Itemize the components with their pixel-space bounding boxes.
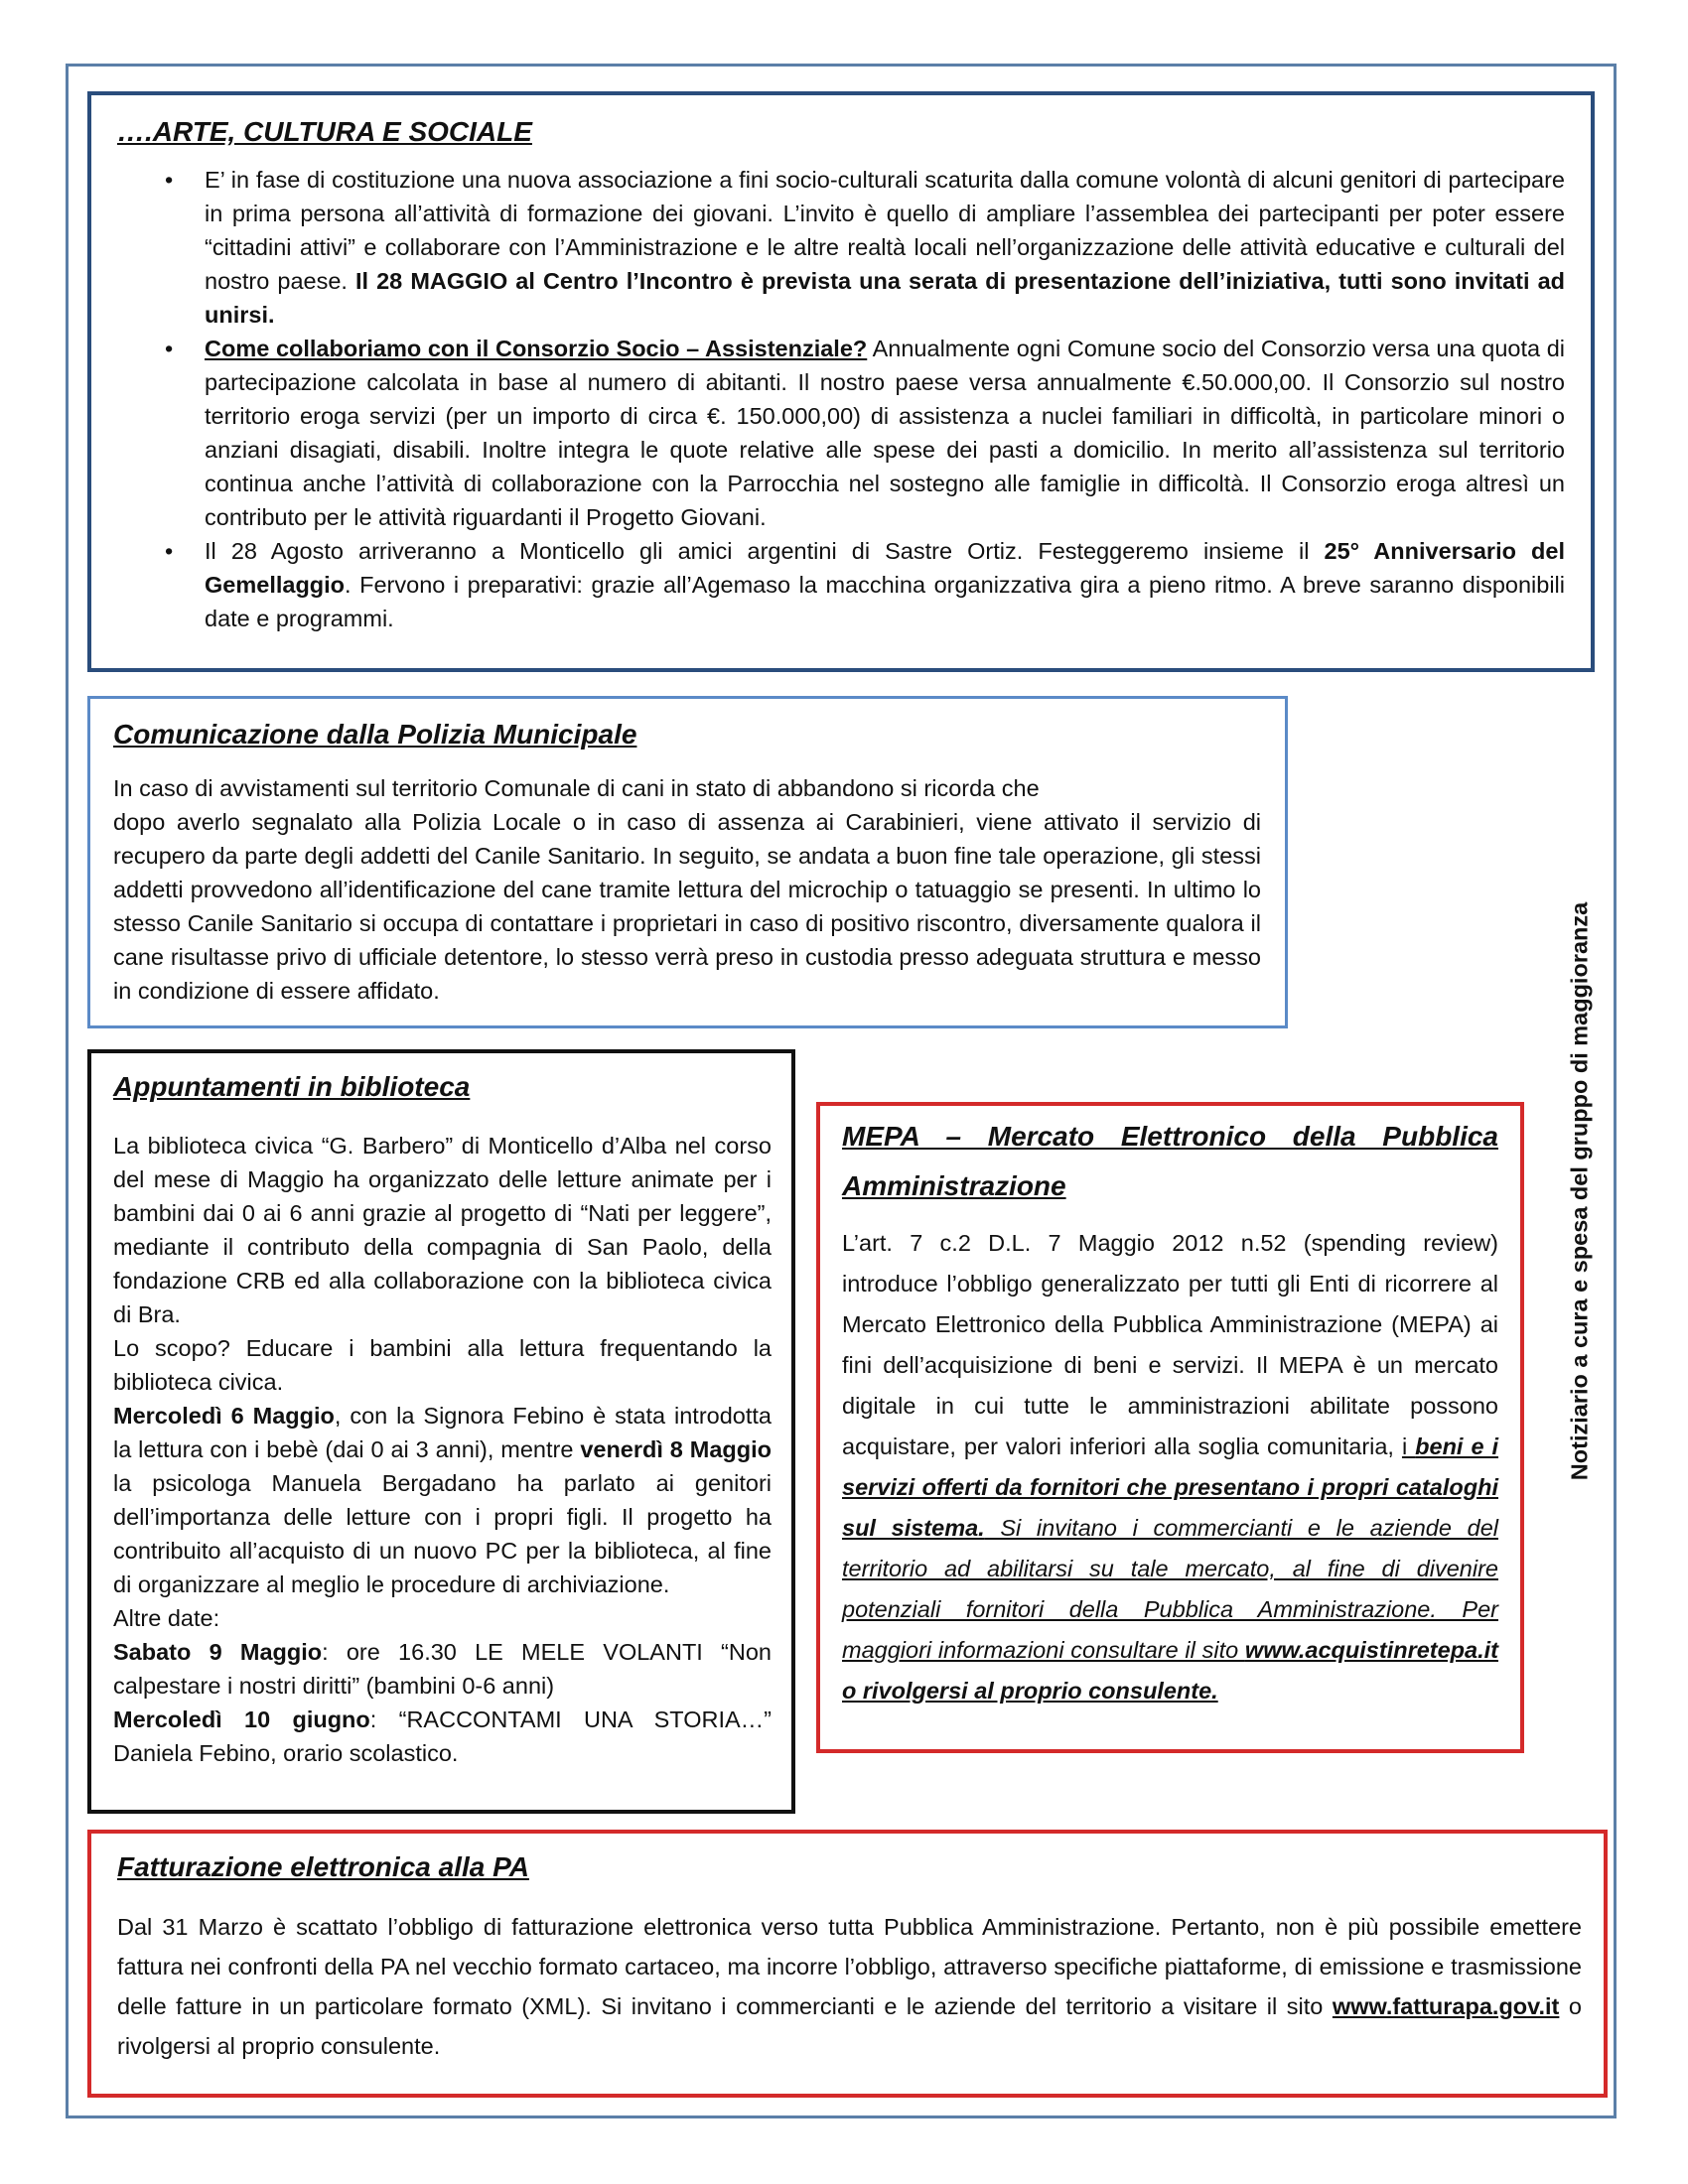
arte-cultura-sociale-box bbox=[87, 91, 1595, 672]
paragraph-text: In caso di avvistamenti sul territorio Comunale di cani in stato di abbandono si ricorda che bbox=[113, 775, 1040, 801]
paragraph-text: Il 28 Agosto arriveranno a Monticello gli amici argentini di Sastre Ortiz. Festeggeremo insieme il bbox=[205, 538, 1325, 564]
section-title: ….ARTE, CULTURA E SOCIALE bbox=[117, 116, 532, 147]
paragraph-bold-text: 25° Anniversario del Gemellaggio bbox=[205, 538, 1565, 598]
section-body bbox=[842, 1223, 1498, 1711]
fatturazione-box bbox=[87, 1830, 1608, 2098]
bullet-list bbox=[117, 163, 1565, 635]
date-label: Sabato 9 Maggio bbox=[113, 1639, 323, 1665]
paragraph bbox=[113, 1399, 772, 1601]
section-title: Fatturazione elettronica alla PA bbox=[117, 1851, 529, 1882]
bullet-icon: • bbox=[165, 538, 174, 564]
paragraph-text: L’art. 7 c.2 D.L. 7 Maggio 2012 n.52 (spending review) introduce l’obbligo generalizzato per tutti gli Enti di ricorrere al Mercato Elettronico della Pubblica Amministrazione (MEPA) ai fini dell’acquisizione di beni e servizi. Il MEPA è un mercato digitale in cui tutte le amministrazioni abilitate possono acquistare, per valori inferiori alla soglia comunitaria, bbox=[842, 1230, 1498, 1459]
paragraph bbox=[113, 1635, 772, 1703]
paragraph-bold-text: Il 28 MAGGIO al Centro l’Incontro è prevista una serata di presentazione dell’iniziativa, tutti sono invitati ad unirsi. bbox=[205, 268, 1565, 328]
paragraph-text: Altre date: bbox=[113, 1605, 220, 1631]
paragraph-text: La biblioteca civica “G. Barbero” di Monticello d’Alba nel corso del mese di Maggio ha organizzato delle letture animate per i bambini dai 0 ai 6 anni grazie al progetto di “Nati per leggere”, mediante il contributo della compagnia di San Paolo, della fondazione CRB ed alla collaborazione con la biblioteca civica di Bra. bbox=[113, 1133, 772, 1327]
bullet-icon: • bbox=[165, 167, 174, 193]
list-item bbox=[117, 332, 1565, 534]
biblioteca-box bbox=[87, 1049, 795, 1814]
section-body bbox=[113, 771, 1261, 1008]
website-link[interactable]: www.fatturapa.gov.it bbox=[1332, 1993, 1560, 2019]
bullet-icon: • bbox=[165, 336, 174, 361]
date-label: venerdì 8 Maggio bbox=[580, 1436, 772, 1462]
section-title: MEPA – Mercato Elettronico della Pubblica Amministrazione bbox=[842, 1121, 1498, 1201]
website-link[interactable]: www.acquistinretepa.it o rivolgersi al proprio consulente. bbox=[842, 1637, 1498, 1704]
polizia-municipale-box bbox=[87, 696, 1288, 1028]
date-label: Mercoledì 6 Maggio bbox=[113, 1403, 335, 1429]
section-title: Comunicazione dalla Polizia Municipale bbox=[113, 719, 637, 750]
paragraph-text: la psicologa Manuela Bergadano ha parlato ai genitori dell’importanza delle letture con i propri figli. Il progetto ha contribuito all’acquisto di un nuovo PC per la biblioteca, al fine di organizzare al meglio le procedure di archiviazione. bbox=[113, 1470, 772, 1597]
paragraph-text: E’ in fase di costituzione una nuova associazione a fini socio-culturali scaturita dalla comune volontà di alcuni genitori di partecipare in prima persona all’attività di formazione dei giovani. L’invito è quello di ampliare l’assemblea dei partecipanti per poter essere “cittadini attivi” e collaborare con l’Amministrazione e le altre realtà locali nell’organizzazione delle attività educative e culturali del nostro paese. bbox=[205, 167, 1565, 294]
paragraph-text: Lo scopo? Educare i bambini alla lettura frequentando la biblioteca civica. bbox=[113, 1335, 772, 1395]
paragraph-text: Annualmente ogni Comune socio del Consorzio versa una quota di partecipazione calcolata in base al numero di abitanti. Il nostro paese versa annualmente €.50.000,00. Il Consorzio sul nostro territorio eroga servizi (per un importo di circa €. 150.000,00) di assistenza a nuclei familiari in difficoltà, in particolare minori o anziani disagiati, disabili. Inoltre integra le quote relative alle spese dei pasti a domicilio. In merito all’assistenza sul territorio continua anche l’attività di collaborazione con la Parrocchia nel sostegno alle famiglie in difficoltà. Il Consorzio eroga altresì un contributo per le attività riguardanti il Progetto Giovani. bbox=[205, 336, 1565, 530]
side-note bbox=[1560, 893, 1600, 1489]
paragraph-text: : ore 16.30 LE MELE VOLANTI “Non calpestare i nostri diritti” (bambini 0-6 anni) bbox=[113, 1639, 772, 1699]
paragraph-text: . Fervono i preparativi: grazie all’Agemaso la macchina organizzativa gira a pieno ritmo. A breve saranno disponibili date e programmi. bbox=[205, 572, 1565, 631]
paragraph-text: o rivolgersi al proprio consulente. bbox=[117, 1993, 1582, 2059]
paragraph-text: dopo averlo segnalato alla Polizia Locale o in caso di assenza ai Carabinieri, viene attivato il servizio di recupero da parte degli addetti del Canile Sanitario. In seguito, se andata a buon fine tale operazione, gli stessi addetti provvedono all’identificazione del cane tramite lettura del microchip o tatuaggio se presenti. In ultimo lo stesso Canile Sanitario si occupa di contattare i proprietari in caso di positivo riscontro, diversamente qualora il cane risultasse privo di ufficiale detentore, lo stesso verrà preso in custodia presso adeguata struttura e messo in condizione di essere affidato. bbox=[113, 809, 1261, 1004]
paragraph-text: , con la Signora Febino è stata introdotta la lettura con i bebè (dai 0 ai 3 anni), mentre bbox=[113, 1403, 772, 1462]
list-item bbox=[117, 534, 1565, 635]
paragraph-text: i bbox=[1401, 1433, 1416, 1459]
section-body bbox=[113, 1129, 772, 1770]
section-title: Appuntamenti in biblioteca bbox=[113, 1071, 471, 1102]
paragraph bbox=[113, 1703, 772, 1770]
side-note-text: Notiziario a cura e spesa del gruppo di maggioranza bbox=[1566, 901, 1593, 1481]
section-body bbox=[117, 1907, 1582, 2066]
paragraph-text: Si invitano i commercianti e le aziende del territorio ad abilitarsi su tale mercato, al fine di divenire potenziali fornitori della Pubblica Amministrazione. Per maggiori informazioni consultare il sito bbox=[842, 1515, 1498, 1663]
paragraph-bold-text: beni e i servizi offerti da fornitori che presentano i propri cataloghi sul sistema. bbox=[842, 1433, 1499, 1541]
date-label: Mercoledì 10 giugno bbox=[113, 1706, 370, 1732]
paragraph-text: : “RACCONTAMI UNA STORIA…” Daniela Febino, orario scolastico. bbox=[113, 1706, 773, 1766]
paragraph-heading: Come collaboriamo con il Consorzio Socio – Assistenziale? bbox=[205, 336, 868, 361]
mepa-box bbox=[816, 1102, 1524, 1753]
paragraph-text: Dal 31 Marzo è scattato l’obbligo di fatturazione elettronica verso tutta Pubblica Amministrazione. Pertanto, non è più possibile emettere fattura nei confronti della PA nel vecchio formato cartaceo, ma incorre l’obbligo, attraverso specifiche piattaforme, di emissione e trasmissione delle fatture in un particolare formato (XML). Si invitano i commercianti e le aziende del territorio a visitare il sito bbox=[117, 1914, 1582, 2019]
list-item bbox=[117, 163, 1565, 332]
